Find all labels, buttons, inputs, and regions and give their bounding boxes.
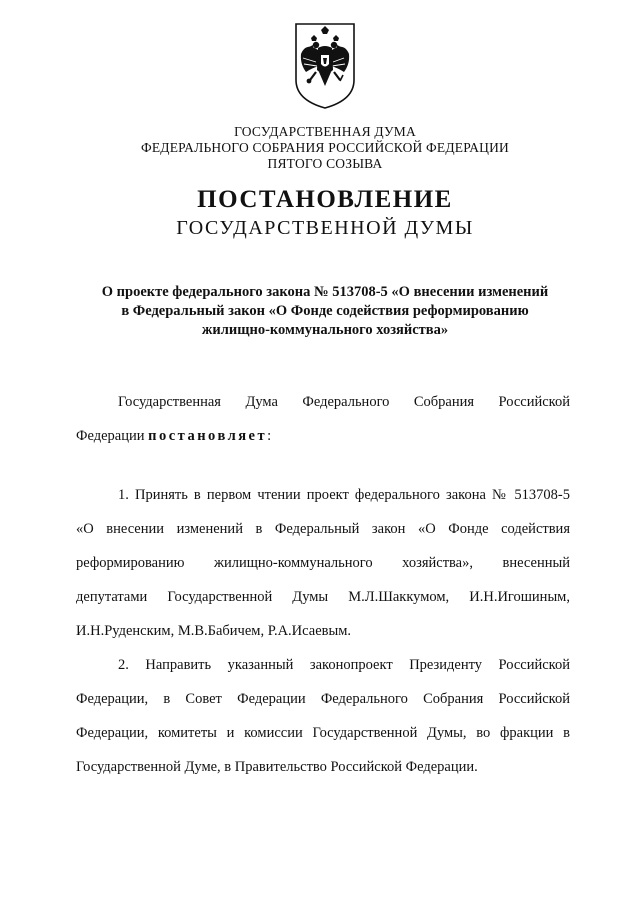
issuer-line-2: ФЕДЕРАЛЬНОГО СОБРАНИЯ РОССИЙСКОЙ ФЕДЕРАЦИИ: [141, 140, 509, 155]
item-1-line-4: депутатами Государственной Думы М.Л.Шаккумом, И.Н.Игошиным,: [76, 589, 570, 605]
issuer-line-1: ГОСУДАРСТВЕННАЯ ДУМА: [234, 124, 416, 139]
item-2-line-1: 2. Направить указанный законопроект Президенту Российской: [118, 657, 570, 673]
preamble-line-1: Государственная Дума Федерального Собрания Российской: [118, 394, 570, 410]
preamble-colon: :: [267, 428, 272, 444]
subject-line-1: О проекте федерального закона № 513708-5 «О внесении изменений: [101, 284, 549, 300]
item-2-paragraph: [76, 648, 570, 784]
item-2-line-3: Федерации, комитеты и комиссии Государственной Думы, во фракции в: [76, 725, 570, 741]
preamble-paragraph: [76, 385, 570, 453]
item-1-paragraph: [76, 478, 570, 648]
item-1-line-2: «О внесении изменений в Федеральный закон «О Фонде содействия: [76, 521, 570, 537]
document-title: ПОСТАНОВЛЕНИЕ: [197, 186, 453, 213]
preamble-text: Федерации: [76, 428, 149, 444]
document-subject: [70, 283, 580, 340]
item-1-line-1: 1. Принять в первом чтении проект федерального закона № 513708-5: [118, 487, 570, 503]
item-2-line-2: Федерации, в Совет Федерации Федерального Собрания Российской: [76, 691, 570, 707]
coat-of-arms-icon: [292, 20, 358, 112]
preamble-line-2: [76, 419, 570, 453]
subject-line-3: жилищно-коммунального хозяйства»: [201, 322, 449, 338]
subject-line-2: в Федеральный закон «О Фонде содействия реформированию: [121, 303, 529, 319]
item-1-line-3: реформированию жилищно-коммунального хозяйства», внесенный: [76, 555, 570, 571]
item-1-line-5: И.Н.Руденским, М.В.Бабичем, Р.А.Исаевым.: [76, 623, 352, 639]
issuer-line-3: ПЯТОГО СОЗЫВА: [267, 156, 383, 171]
decree-verb: постановляет: [148, 428, 268, 444]
document-subtitle: ГОСУДАРСТВЕННОЙ ДУМЫ: [176, 217, 474, 239]
item-2-line-4: Государственной Думе, в Правительство Российской Федерации.: [76, 759, 478, 775]
